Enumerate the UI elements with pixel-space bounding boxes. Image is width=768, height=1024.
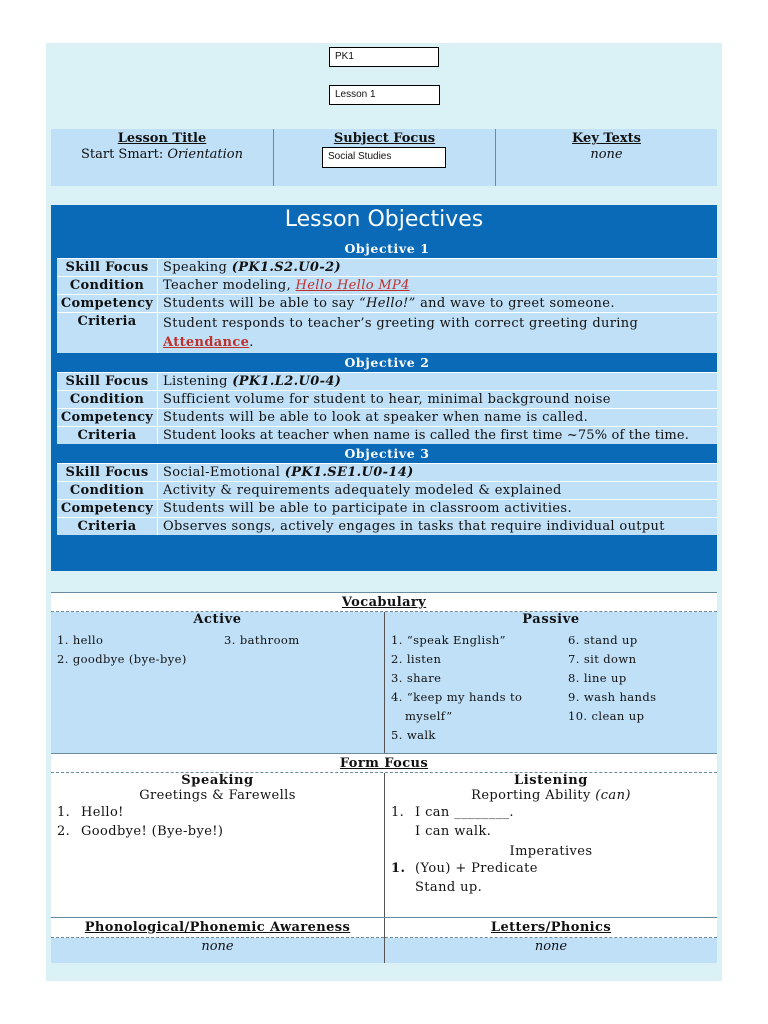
objective-2-title: Objective 2 xyxy=(57,353,717,372)
vocab-item: 8. line up xyxy=(568,671,627,685)
objective-2-skill-row xyxy=(57,372,717,390)
phonological-column xyxy=(51,918,384,963)
lesson-info-table xyxy=(51,129,717,186)
vocabulary-section xyxy=(51,612,717,753)
attendance-link[interactable]: Attendance xyxy=(163,335,250,350)
competency-label: Competency xyxy=(57,409,158,426)
vocab-item: 5. walk xyxy=(391,728,436,742)
condition-label: Condition xyxy=(57,391,158,408)
vocab-item: 6. stand up xyxy=(568,633,638,647)
vocab-item: 4. “keep my hands to xyxy=(391,690,523,704)
lesson-title-cell xyxy=(51,129,273,186)
objective-2-criteria-row xyxy=(57,426,717,444)
listening-subtitle: Reporting Ability (can) xyxy=(471,788,631,803)
list-item: 1. Hello! xyxy=(57,805,124,820)
active-title: Active xyxy=(193,612,242,627)
objective-1-competency-row xyxy=(57,294,717,312)
active-list-right xyxy=(224,631,300,650)
passive-vocabulary xyxy=(384,612,717,753)
objective-1-criteria-row xyxy=(57,312,717,353)
skill-focus-value: Listening (PK1.L2.U0-4) xyxy=(163,374,342,389)
passive-title: Passive xyxy=(522,612,580,627)
vocab-item: myself” xyxy=(405,709,453,723)
lesson-title-label: Lesson Title xyxy=(117,131,207,146)
subject-focus-cell xyxy=(273,129,495,186)
vocab-item: 2. goodbye (bye-bye) xyxy=(57,652,187,666)
competency-value: Students will be able to participate in classroom activities. xyxy=(163,501,572,516)
objective-2-condition-row xyxy=(57,390,717,408)
skill-focus-value: Social-Emotional (PK1.SE1.U0-14) xyxy=(163,465,414,480)
passive-list-right xyxy=(568,631,656,726)
vocab-item: 9. wash hands xyxy=(568,690,657,704)
passive-list-left xyxy=(391,631,522,745)
objective-3-skill-row xyxy=(57,463,717,481)
subject-focus-label: Subject Focus xyxy=(333,131,436,146)
phonological-value: none xyxy=(201,939,234,954)
listening-list xyxy=(385,803,717,841)
skill-focus-value: Speaking (PK1.S2.U0-2) xyxy=(163,260,341,275)
objective-3-criteria-row xyxy=(57,517,717,535)
list-item: I can walk. xyxy=(415,824,492,839)
criteria-value: Student responds to teacher’s greeting with correct greeting during Attendance. xyxy=(163,316,639,350)
criteria-label: Criteria xyxy=(57,518,158,535)
lesson-number-field[interactable]: Lesson 1 xyxy=(329,85,440,105)
vocabulary-heading: Vocabulary xyxy=(51,592,717,612)
listening-title: Listening xyxy=(513,773,588,788)
competency-label: Competency xyxy=(57,500,158,517)
objective-3-competency-row xyxy=(57,499,717,517)
list-item: 1. (You) + Predicate xyxy=(391,861,538,876)
phonological-title: Phonological/Phonemic Awareness xyxy=(51,918,384,938)
objective-1-condition-row xyxy=(57,276,717,294)
objective-2-competency-row xyxy=(57,408,717,426)
condition-label: Condition xyxy=(57,482,158,499)
objectives-heading: Lesson Objectives xyxy=(284,207,484,232)
lesson-objectives-section xyxy=(51,205,717,571)
vocab-item: 7. sit down xyxy=(568,652,637,666)
objective-3-title: Objective 3 xyxy=(57,444,717,463)
speaking-column xyxy=(51,773,384,917)
speaking-subtitle: Greetings & Farewells xyxy=(139,788,296,803)
active-vocabulary xyxy=(51,612,384,753)
list-item: 1. I can ________. xyxy=(391,805,514,820)
imperatives-list xyxy=(385,859,717,897)
level-field[interactable]: PK1 xyxy=(329,47,439,67)
skill-focus-label: Skill Focus xyxy=(57,259,158,276)
criteria-label: Criteria xyxy=(57,427,158,444)
condition-value: Teacher modeling, Hello Hello MP4 xyxy=(163,278,410,293)
vocab-item: 1. hello xyxy=(57,633,104,647)
letters-phonics-column xyxy=(384,918,717,963)
condition-label: Condition xyxy=(57,277,158,294)
hello-hello-mp4-link[interactable]: Hello Hello MP4 xyxy=(295,278,410,293)
form-focus-heading: Form Focus xyxy=(51,753,717,773)
list-item: Stand up. xyxy=(415,880,483,895)
competency-label: Competency xyxy=(57,295,158,312)
listening-column xyxy=(384,773,717,917)
objective-1-skill-row xyxy=(57,258,717,276)
speaking-title: Speaking xyxy=(181,773,254,788)
criteria-value: Observes songs, actively engages in tasks that require individual output xyxy=(163,519,665,534)
objective-1-title: Objective 1 xyxy=(57,239,717,258)
form-focus-section xyxy=(51,773,717,917)
vocab-item: 2. listen xyxy=(391,652,442,666)
criteria-label: Criteria xyxy=(57,313,158,353)
competency-value: Students will be able to look at speaker when name is called. xyxy=(163,410,589,425)
skill-focus-label: Skill Focus xyxy=(57,373,158,390)
vocab-item: 1. “speak English” xyxy=(391,633,506,647)
criteria-value: Student looks at teacher when name is called the first time ~75% of the time. xyxy=(163,428,690,443)
competency-value: Students will be able to say “Hello!” and wave to greet someone. xyxy=(163,296,615,311)
list-item: 2. Goodbye! (Bye-bye!) xyxy=(57,824,224,839)
key-texts-label: Key Texts xyxy=(572,131,641,146)
condition-value: Activity & requirements adequately modeled & explained xyxy=(163,483,562,498)
letters-phonics-value: none xyxy=(534,939,568,954)
objectives-table xyxy=(57,239,717,535)
phonics-section xyxy=(51,917,717,963)
skill-focus-label: Skill Focus xyxy=(57,464,158,481)
objective-3-condition-row xyxy=(57,481,717,499)
lesson-plan-page xyxy=(46,43,722,981)
speaking-list xyxy=(51,803,384,841)
vocab-item: 3. share xyxy=(391,671,442,685)
key-texts-value: none xyxy=(590,147,623,162)
active-list-left xyxy=(57,631,187,669)
vocab-item: 10. clean up xyxy=(568,709,645,723)
subject-focus-field[interactable]: Social Studies xyxy=(322,147,446,168)
vocab-item: 3. bathroom xyxy=(224,633,300,647)
letters-phonics-title: Letters/Phonics xyxy=(385,918,717,938)
condition-value: Sufficient volume for student to hear, minimal background noise xyxy=(163,392,611,407)
key-texts-cell xyxy=(495,129,717,186)
lesson-title-value: Start Smart: Orientation xyxy=(80,147,244,162)
imperatives-title: Imperatives xyxy=(509,844,593,859)
